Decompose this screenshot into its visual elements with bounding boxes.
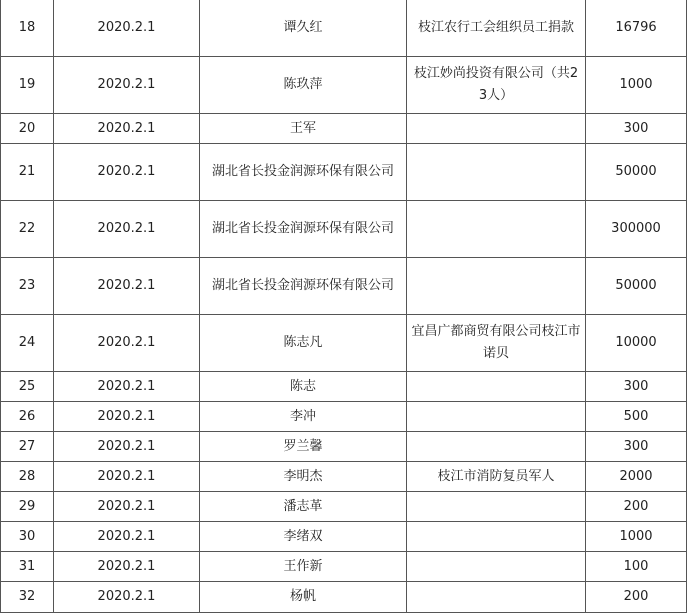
table-row [1, 114, 687, 144]
row-number-cell: 29 [1, 492, 54, 522]
date-cell: 2020.2.1 [54, 492, 200, 522]
date-cell: 2020.2.1 [54, 114, 200, 144]
date-cell: 2020.2.1 [54, 432, 200, 462]
amount-cell: 500 [586, 402, 687, 432]
date-cell: 2020.2.1 [54, 315, 200, 372]
table-row [1, 552, 687, 582]
amount-cell: 50000 [586, 144, 687, 201]
amount-cell: 300 [586, 372, 687, 402]
date-cell: 2020.2.1 [54, 144, 200, 201]
organization-cell: 枝江妙尚投资有限公司（共23人） [407, 57, 586, 114]
organization-cell [407, 492, 586, 522]
organization-cell [407, 372, 586, 402]
date-cell: 2020.2.1 [54, 57, 200, 114]
donor-name-cell: 谭久红 [200, 0, 407, 57]
donor-name-cell: 陈玖萍 [200, 57, 407, 114]
organization-cell: 宜昌广都商贸有限公司枝江市诺贝 [407, 315, 586, 372]
row-number-cell: 24 [1, 315, 54, 372]
donor-name-cell: 李明杰 [200, 462, 407, 492]
organization-cell [407, 201, 586, 258]
row-number-cell: 32 [1, 582, 54, 613]
row-number-cell: 22 [1, 201, 54, 258]
row-number-cell: 21 [1, 144, 54, 201]
row-number-cell: 27 [1, 432, 54, 462]
amount-cell: 300 [586, 432, 687, 462]
organization-cell [407, 432, 586, 462]
row-number-cell: 28 [1, 462, 54, 492]
date-cell: 2020.2.1 [54, 402, 200, 432]
table-row [1, 0, 687, 57]
table-row [1, 57, 687, 114]
table-row [1, 432, 687, 462]
organization-cell [407, 582, 586, 613]
table-row [1, 522, 687, 552]
table-row [1, 372, 687, 402]
donor-name-cell: 李冲 [200, 402, 407, 432]
donor-name-cell: 湖北省长投金润源环保有限公司 [200, 201, 407, 258]
table-row [1, 462, 687, 492]
table-row [1, 258, 687, 315]
amount-cell: 200 [586, 582, 687, 613]
row-number-cell: 18 [1, 0, 54, 57]
donor-name-cell: 杨帆 [200, 582, 407, 613]
amount-cell: 100 [586, 552, 687, 582]
amount-cell: 300000 [586, 201, 687, 258]
amount-cell: 2000 [586, 462, 687, 492]
amount-cell: 10000 [586, 315, 687, 372]
table-row [1, 144, 687, 201]
table-row [1, 492, 687, 522]
amount-cell: 50000 [586, 258, 687, 315]
organization-cell [407, 144, 586, 201]
organization-cell [407, 402, 586, 432]
date-cell: 2020.2.1 [54, 0, 200, 57]
row-number-cell: 23 [1, 258, 54, 315]
date-cell: 2020.2.1 [54, 258, 200, 315]
donor-name-cell: 陈志 [200, 372, 407, 402]
donation-table-body [1, 0, 687, 613]
date-cell: 2020.2.1 [54, 582, 200, 613]
date-cell: 2020.2.1 [54, 522, 200, 552]
table-row [1, 402, 687, 432]
donor-name-cell: 潘志革 [200, 492, 407, 522]
row-number-cell: 30 [1, 522, 54, 552]
donor-name-cell: 王军 [200, 114, 407, 144]
organization-cell [407, 522, 586, 552]
table-row [1, 315, 687, 372]
organization-cell [407, 552, 586, 582]
amount-cell: 16796 [586, 0, 687, 57]
date-cell: 2020.2.1 [54, 462, 200, 492]
amount-cell: 300 [586, 114, 687, 144]
table-row [1, 201, 687, 258]
organization-cell [407, 114, 586, 144]
organization-cell: 枝江市消防复员军人 [407, 462, 586, 492]
table-row [1, 582, 687, 613]
row-number-cell: 20 [1, 114, 54, 144]
donor-name-cell: 罗兰馨 [200, 432, 407, 462]
organization-cell: 枝江农行工会组织员工捐款 [407, 0, 586, 57]
date-cell: 2020.2.1 [54, 372, 200, 402]
row-number-cell: 19 [1, 57, 54, 114]
row-number-cell: 31 [1, 552, 54, 582]
amount-cell: 1000 [586, 522, 687, 552]
date-cell: 2020.2.1 [54, 201, 200, 258]
amount-cell: 1000 [586, 57, 687, 114]
donor-name-cell: 湖北省长投金润源环保有限公司 [200, 258, 407, 315]
row-number-cell: 25 [1, 372, 54, 402]
donor-name-cell: 湖北省长投金润源环保有限公司 [200, 144, 407, 201]
donor-name-cell: 李绪双 [200, 522, 407, 552]
amount-cell: 200 [586, 492, 687, 522]
row-number-cell: 26 [1, 402, 54, 432]
date-cell: 2020.2.1 [54, 552, 200, 582]
donor-name-cell: 陈志凡 [200, 315, 407, 372]
organization-cell [407, 258, 586, 315]
donor-name-cell: 王作新 [200, 552, 407, 582]
